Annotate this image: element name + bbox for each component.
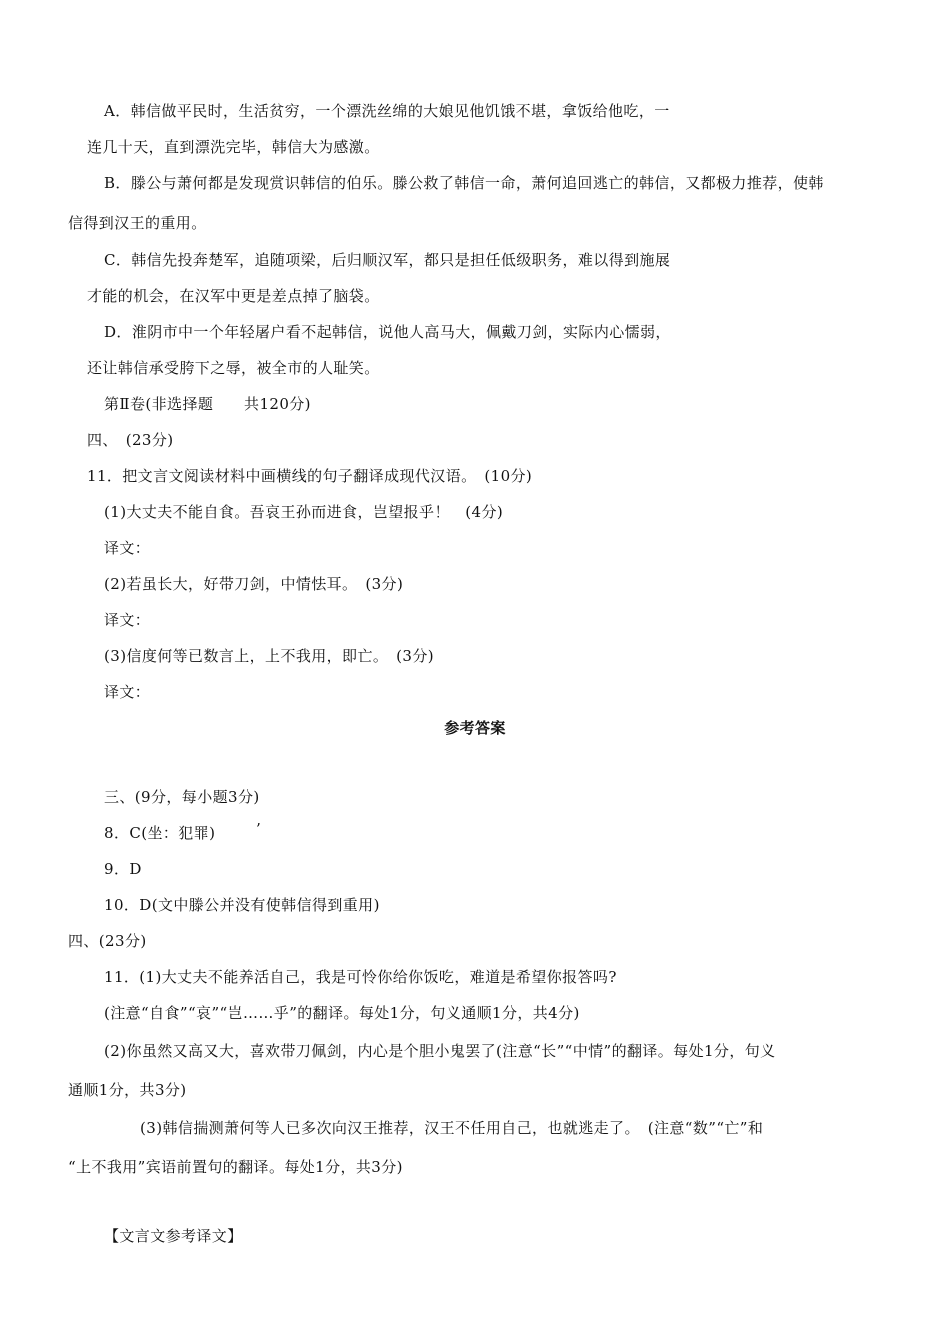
option-b-line1: B．滕公与萧何都是发现赏识韩信的伯乐。滕公救了韩信一命，萧何追回逃亡的韩信，又都极力推荐，使韩	[104, 174, 824, 192]
question-11-1: (1)大丈夫不能自食。吾哀王孙而进食，岂望报乎！ (4分)	[104, 503, 504, 521]
option-d-line2: 还让韩信承受胯下之辱，被全市的人耻笑。	[87, 359, 380, 377]
answer-11-3-line1: (3)韩信揣测萧何等人已多次向汉王推荐，汉王不任用自己，也就逃走了。 (注意“数”“亡”和	[140, 1119, 764, 1137]
option-c-line1: C．韩信先投奔楚军，追随项梁，后归顺汉军，都只是担任低级职务，难以得到施展	[104, 251, 671, 269]
question-11-2: (2)若虽长大，好带刀剑，中情怯耳。 (3分)	[104, 575, 404, 593]
question-11-3: (3)信度何等已数言上，上不我用，即亡。 (3分)	[104, 647, 434, 665]
option-c-line2: 才能的机会，在汉军中更是差点掉了脑袋。	[87, 287, 380, 305]
answer-8-mark: ’	[256, 820, 262, 838]
translation-heading: 【文言文参考译文】	[104, 1227, 243, 1245]
answer-10: 10．D(文中滕公并没有使韩信得到重用)	[104, 896, 380, 914]
answer-11-1: 11．(1)大丈夫不能养活自己，我是可怜你给你饭吃，难道是希望你报答吗?	[104, 968, 617, 986]
question-11-prompt: 11．把文言文阅读材料中画横线的句子翻译成现代汉语。 (10分)	[87, 467, 533, 485]
answer-11-3-line2: “上不我用”宾语前置句的翻译。每处1分，共3分)	[68, 1158, 403, 1176]
option-a-line2: 连几十天，直到漂洗完毕，韩信大为感激。	[87, 138, 380, 156]
answer-11-2-line2: 通顺1分，共3分)	[68, 1081, 187, 1099]
answer-label-2: 译文：	[104, 611, 151, 629]
answer-section4-heading: 四、(23分)	[68, 932, 147, 950]
option-d-line1: D．淮阴市中一个年轻屠户看不起韩信，说他人高马大，佩戴刀剑，实际内心懦弱，	[104, 323, 671, 341]
answer-section3-heading: 三、(9分，每小题3分)	[104, 788, 260, 806]
answer-9: 9．D	[104, 860, 142, 878]
answer-11-1-note: (注意“自食”“哀”“岂……乎”的翻译。每处1分，句义通顺1分，共4分)	[104, 1004, 580, 1022]
answer-11-2-line1: (2)你虽然又高又大，喜欢带刀佩剑，内心是个胆小鬼罢了(注意“长”“中情”的翻译。每处1分，句义	[104, 1042, 776, 1060]
volume2-heading: 第Ⅱ卷(非选择题 共120分)	[104, 395, 311, 413]
option-a-line1: A．韩信做平民时，生活贫穷，一个漂洗丝绵的大娘见他饥饿不堪，拿饭给他吃，一	[104, 102, 670, 120]
option-b-line2: 信得到汉王的重用。	[68, 214, 207, 232]
section4-heading: 四、 (23分)	[87, 431, 174, 449]
answer-8: 8．C(坐：犯罪)	[104, 824, 216, 842]
answer-label-1: 译文：	[104, 539, 151, 557]
answer-key-title: 参考答案	[444, 719, 506, 737]
answer-label-3: 译文：	[104, 683, 151, 701]
